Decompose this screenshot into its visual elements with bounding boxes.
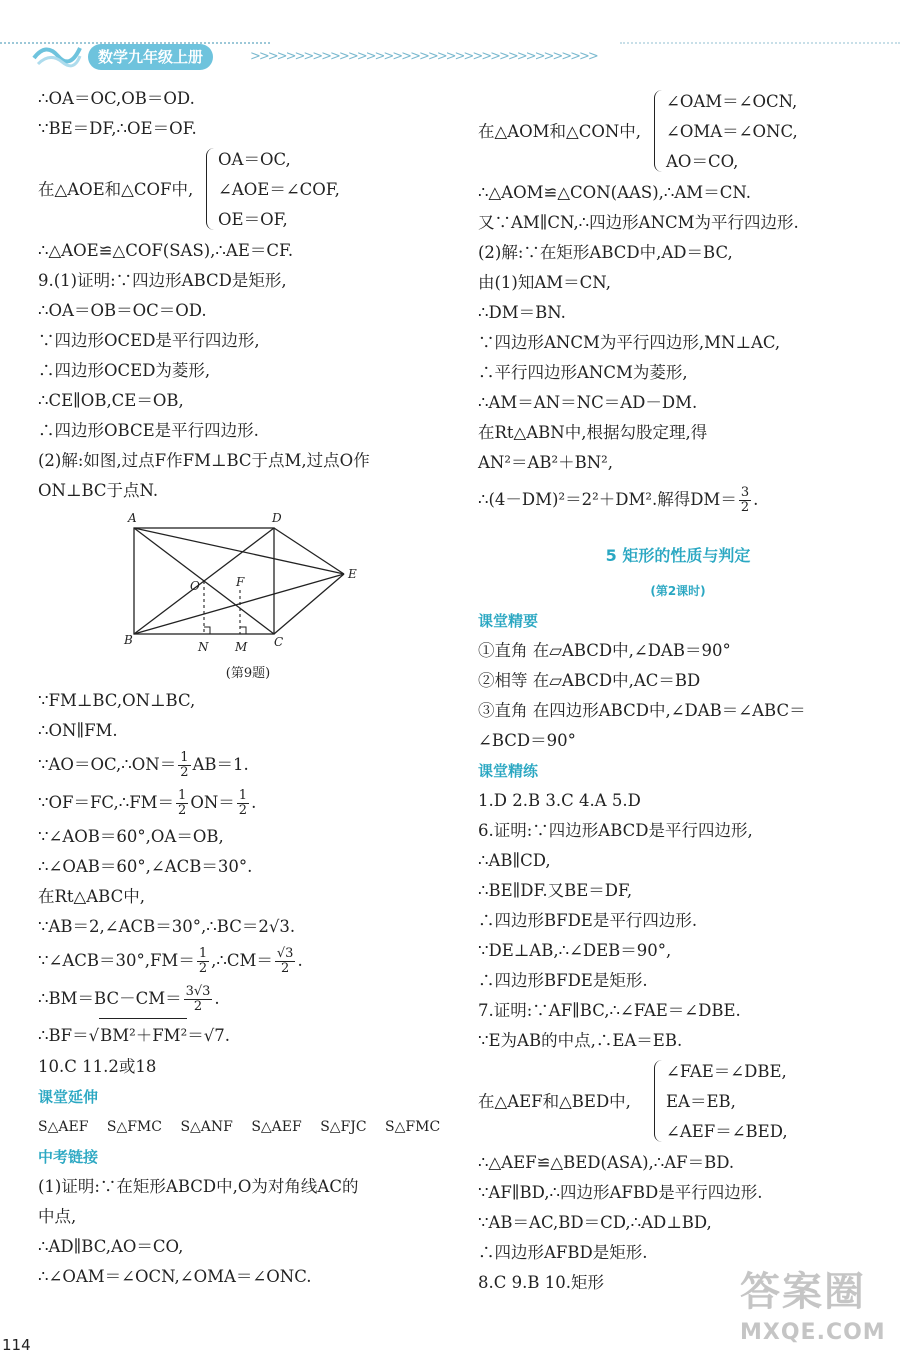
text-line: ∵四边形ANCM为平行四边形,MN⊥AC, bbox=[478, 333, 781, 352]
area-list bbox=[38, 1112, 458, 1142]
page-header bbox=[0, 28, 916, 68]
text-line: 10.C 11.2或18 bbox=[38, 1057, 157, 1076]
text-seg: ∵OF＝FC,∴FM＝ bbox=[38, 793, 175, 812]
label-A: A bbox=[128, 511, 137, 525]
text-line: ∠BCD＝90° bbox=[478, 731, 576, 750]
text-line bbox=[38, 746, 458, 784]
text-line: 由(1)知AM＝CN, bbox=[478, 273, 611, 292]
text-line: ∴平行四边形ANCM为菱形, bbox=[478, 363, 688, 382]
system-lead: 在△AEF和△BED中, bbox=[478, 1092, 631, 1111]
text-seg: ＝√7. bbox=[187, 1026, 230, 1045]
label-B: B bbox=[124, 633, 133, 647]
text-line: 中点, bbox=[38, 1207, 77, 1226]
system-item: AO＝CO, bbox=[666, 152, 739, 171]
text-line: ∵AB＝AC,BD＝CD,∴AD⊥BD, bbox=[478, 1213, 712, 1232]
text-line: ∵AB＝2,∠ACB＝30°,∴BC＝2√3. bbox=[38, 917, 296, 936]
equation-system bbox=[478, 1056, 878, 1148]
label-O: O bbox=[190, 579, 200, 593]
text-seg: . bbox=[214, 989, 220, 1008]
sqrt-radicand: BM²＋FM² bbox=[99, 1018, 187, 1053]
text-line: 6.证明:∵四边形ABCD是平行四边形, bbox=[478, 821, 753, 840]
left-brace bbox=[654, 90, 663, 172]
watermark-logo bbox=[740, 1266, 910, 1362]
text-seg: ∴BM＝BC－CM＝ bbox=[38, 989, 182, 1008]
text-line: ∴BE∥DF.又BE＝DF, bbox=[478, 881, 633, 900]
frac-den: 2 bbox=[238, 803, 248, 818]
text-line: ∴△AOE≌△COF(SAS),∴AE＝CF. bbox=[38, 241, 294, 260]
frac-den: 2 bbox=[740, 500, 750, 515]
text-line: ∴AD∥BC,AO＝CO, bbox=[38, 1237, 184, 1256]
frac-num: 1 bbox=[178, 788, 187, 803]
section-heading: 课堂精练 bbox=[478, 762, 539, 780]
text-line: ∴CE∥OB,CE＝OB, bbox=[38, 391, 184, 410]
fraction bbox=[197, 947, 209, 976]
text-line: ∴AB∥CD, bbox=[478, 851, 551, 870]
text-line: (1)证明:∵在矩形ABCD中,O为对角线AC的 bbox=[38, 1177, 359, 1196]
label-M: M bbox=[235, 640, 248, 654]
frac-num: 1 bbox=[238, 788, 248, 803]
text-seg: ON＝ bbox=[190, 793, 235, 812]
area-item: S△FMC bbox=[106, 1119, 162, 1135]
text-line: ∵FM⊥BC,ON⊥BC, bbox=[38, 691, 196, 710]
fraction bbox=[176, 789, 188, 818]
text-line: ∵BE＝DF,∴OE＝OF. bbox=[38, 119, 197, 138]
area-item: S△FJC bbox=[320, 1119, 367, 1135]
text-seg: . bbox=[753, 490, 759, 509]
text-line: ∴ON∥FM. bbox=[38, 721, 118, 740]
text-line: AN²＝AB²＋BN², bbox=[478, 453, 614, 472]
text-line: ∴四边形BFDE是矩形. bbox=[478, 971, 648, 990]
system-item: ∠FAE＝∠DBE, bbox=[666, 1062, 787, 1081]
text-line: 在Rt△ABC中, bbox=[38, 887, 145, 906]
left-brace bbox=[654, 1060, 663, 1142]
section-heading: 课堂精要 bbox=[478, 612, 539, 630]
area-item: S△AEF bbox=[251, 1119, 302, 1135]
text-line bbox=[478, 478, 878, 522]
text-line: ∴△AOM≌△CON(AAS),∴AM＝CN. bbox=[478, 183, 751, 202]
text-seg: ,∴CM＝ bbox=[211, 951, 273, 970]
text-line: ∵DE⊥AB,∴∠DEB＝90°, bbox=[478, 941, 672, 960]
fraction bbox=[739, 486, 751, 515]
watermark-line2: MXQE.COM bbox=[740, 1320, 886, 1345]
frac-num: 3 bbox=[740, 485, 750, 500]
text-line bbox=[38, 942, 458, 980]
system-lead: 在△AOM和△CON中, bbox=[478, 122, 642, 141]
system-item: ∠AOE＝∠COF, bbox=[218, 180, 340, 199]
label-F: F bbox=[236, 575, 245, 589]
text-line: (2)解:∵在矩形ABCD中,AD＝BC, bbox=[478, 243, 733, 262]
right-column bbox=[478, 86, 878, 1298]
system-lead: 在△AOE和△COF中, bbox=[38, 180, 194, 199]
header-chevrons: >>>>>>>>>>>>>>>>>>>>>>>>>>>>>>>>>>>>>>> bbox=[250, 50, 597, 64]
text-seg: ∵∠ACB＝30°,FM＝ bbox=[38, 951, 195, 970]
text-line: ∴BF＝√BM²＋FM²＝√7. bbox=[38, 1018, 458, 1052]
text-line bbox=[38, 784, 458, 822]
fraction bbox=[237, 789, 249, 818]
left-brace bbox=[206, 148, 215, 230]
text-line: ①直角 在▱ABCD中,∠DAB＝90° bbox=[478, 641, 731, 660]
text-line bbox=[38, 980, 458, 1018]
figure-caption: (第9题) bbox=[225, 666, 271, 681]
text-line: ∵E为AB的中点,∴EA＝EB. bbox=[478, 1031, 683, 1050]
frac-num: 3√3 bbox=[185, 984, 211, 999]
frac-den: 2 bbox=[178, 803, 187, 818]
text-seg: ∴BF＝ bbox=[38, 1026, 89, 1045]
frac-den: 2 bbox=[193, 999, 203, 1014]
watermark-line1: 答案圈 bbox=[740, 1269, 866, 1315]
system-item: ∠OMA＝∠ONC, bbox=[666, 122, 798, 141]
header-title-badge: 数学九年级上册 bbox=[88, 44, 213, 70]
page-number: 114 bbox=[2, 1336, 31, 1354]
frac-num: 1 bbox=[180, 750, 189, 765]
label-N: N bbox=[198, 640, 209, 654]
system-item: ∠OAM＝∠OCN, bbox=[666, 92, 798, 111]
text-seg: . bbox=[251, 793, 257, 812]
text-line: ∴AM＝AN＝NC＝AD－DM. bbox=[478, 393, 698, 412]
text-line: ∴四边形BFDE是平行四边形. bbox=[478, 911, 698, 930]
text-line: ∴∠OAM＝∠OCN,∠OMA＝∠ONC. bbox=[38, 1267, 312, 1286]
text-seg: AB＝1. bbox=[192, 755, 249, 774]
lesson-subtitle: (第2课时) bbox=[650, 584, 706, 598]
text-line: ∴∠OAB＝60°,∠ACB＝30°. bbox=[38, 857, 253, 876]
text-seg: . bbox=[297, 951, 303, 970]
geometry-figure bbox=[38, 506, 458, 662]
text-line: ∴OA＝OB＝OC＝OD. bbox=[38, 301, 207, 320]
system-item: ∠AEF＝∠BED, bbox=[666, 1122, 788, 1141]
frac-den: 2 bbox=[198, 961, 208, 976]
header-right-rule bbox=[620, 42, 900, 44]
label-E: E bbox=[348, 567, 357, 581]
frac-num: 1 bbox=[198, 946, 208, 961]
text-line: ∴DM＝BN. bbox=[478, 303, 566, 322]
text-line: ②相等 在▱ABCD中,AC＝BD bbox=[478, 671, 701, 690]
text-line: ∴四边形AFBD是矩形. bbox=[478, 1243, 648, 1262]
text-line: ∴四边形OCED为菱形, bbox=[38, 361, 211, 380]
equation-system bbox=[38, 144, 458, 236]
text-line: ③直角 在四边形ABCD中,∠DAB＝∠ABC＝ bbox=[478, 701, 806, 720]
text-line: 1.D 2.B 3.C 4.A 5.D bbox=[478, 791, 641, 810]
lesson-title: 5 矩形的性质与判定 bbox=[605, 546, 751, 565]
text-line: 在Rt△ABN中,根据勾股定理,得 bbox=[478, 423, 708, 442]
text-line: 又∵AM∥CN,∴四边形ANCM为平行四边形. bbox=[478, 213, 799, 232]
fraction bbox=[275, 947, 296, 976]
text-seg: ∵AO＝OC,∴ON＝ bbox=[38, 755, 177, 774]
text-line: 9.(1)证明:∵四边形ABCD是矩形, bbox=[38, 271, 287, 290]
left-column bbox=[38, 84, 458, 1292]
label-C: C bbox=[274, 635, 284, 649]
text-line: 8.C 9.B 10.矩形 bbox=[478, 1273, 604, 1292]
system-item: EA＝EB, bbox=[666, 1092, 736, 1111]
text-seg: ∴(4－DM)²＝2²＋DM².解得DM＝ bbox=[478, 490, 737, 509]
area-item: S△ANF bbox=[180, 1119, 233, 1135]
frac-num: √3 bbox=[276, 946, 294, 961]
header-wave-icon bbox=[32, 34, 82, 68]
area-item: S△FMC bbox=[385, 1119, 441, 1135]
fraction bbox=[178, 751, 190, 780]
text-line: ∵四边形OCED是平行四边形, bbox=[38, 331, 260, 350]
text-line: ON⊥BC于点N. bbox=[38, 481, 159, 500]
text-line: ∵AF∥BD,∴四边形AFBD是平行四边形. bbox=[478, 1183, 763, 1202]
fraction bbox=[184, 985, 213, 1014]
section-heading: 中考链接 bbox=[38, 1148, 99, 1166]
label-D: D bbox=[272, 511, 282, 525]
text-line: ∴四边形OBCE是平行四边形. bbox=[38, 421, 259, 440]
section-heading: 课堂延伸 bbox=[38, 1088, 99, 1106]
rectangle-figure-svg bbox=[38, 506, 458, 662]
text-line: ∴OA＝OC,OB＝OD. bbox=[38, 89, 195, 108]
text-line: ∴△AEF≌△BED(ASA),∴AF＝BD. bbox=[478, 1153, 735, 1172]
system-item: OA＝OC, bbox=[218, 150, 291, 169]
text-line: (2)解:如图,过点F作FM⊥BC于点M,过点O作 bbox=[38, 451, 370, 470]
frac-den: 2 bbox=[281, 961, 290, 976]
system-item: OE＝OF, bbox=[218, 210, 288, 229]
equation-system bbox=[478, 86, 878, 178]
text-line: 7.证明:∵AF∥BC,∴∠FAE＝∠DBE. bbox=[478, 1001, 741, 1020]
text-line: ∵∠AOB＝60°,OA＝OB, bbox=[38, 827, 224, 846]
area-item: S△AEF bbox=[38, 1119, 89, 1135]
frac-den: 2 bbox=[180, 765, 189, 780]
